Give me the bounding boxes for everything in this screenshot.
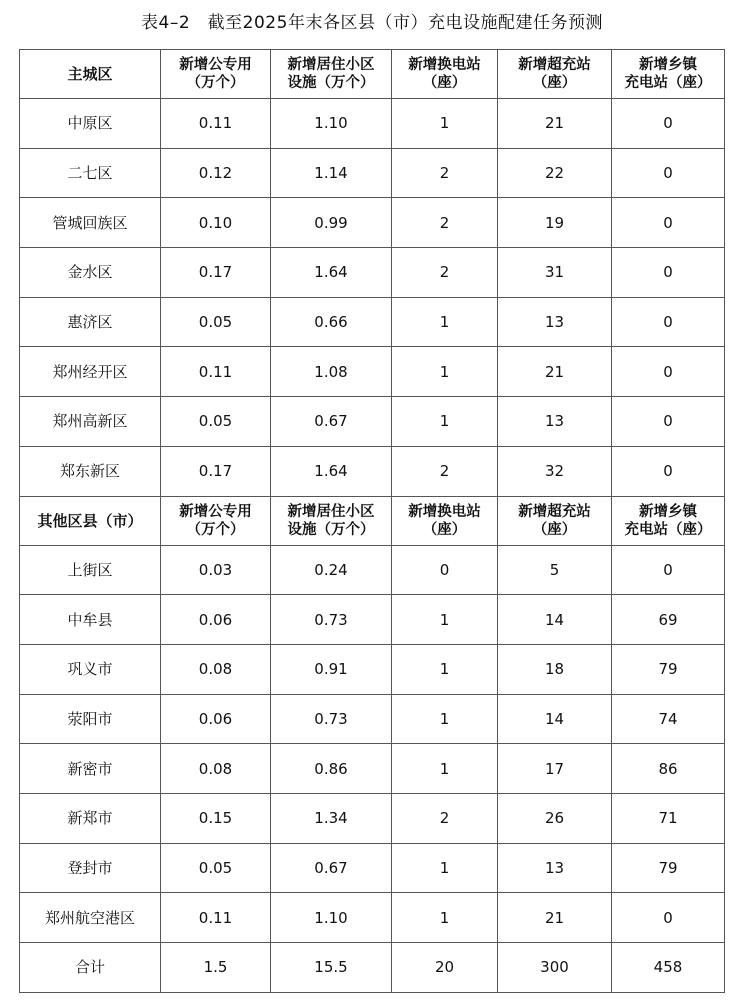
- table-cell: 79: [612, 843, 725, 893]
- table-cell: 0.11: [161, 893, 271, 943]
- district-name: 荥阳市: [20, 694, 161, 744]
- district-name: 管城回族区: [20, 198, 161, 248]
- table-cell: 0.17: [161, 446, 271, 496]
- district-name: 上街区: [20, 545, 161, 595]
- table-cell: 0.67: [271, 843, 392, 893]
- table-cell: 69: [612, 595, 725, 645]
- district-name: 登封市: [20, 843, 161, 893]
- column-header: 新增乡镇 充电站（座）: [612, 50, 725, 99]
- table-row: [20, 893, 725, 943]
- table-row: [20, 397, 725, 447]
- table-cell: 1.14: [271, 148, 392, 198]
- table-cell: 13: [498, 843, 612, 893]
- table-cell: 0: [612, 148, 725, 198]
- total-cell: 300: [498, 943, 612, 993]
- table-cell: 71: [612, 793, 725, 843]
- table-row: [20, 297, 725, 347]
- table-row: [20, 446, 725, 496]
- column-header: 新增换电站 （座）: [392, 496, 498, 545]
- table-cell: 2: [392, 248, 498, 298]
- column-header: 新增居住小区 设施（万个）: [271, 50, 392, 99]
- district-name: 中牟县: [20, 595, 161, 645]
- district-name: 郑州经开区: [20, 347, 161, 397]
- table-cell: 5: [498, 545, 612, 595]
- table-cell: 13: [498, 397, 612, 447]
- total-cell: 15.5: [271, 943, 392, 993]
- table-cell: 0: [612, 545, 725, 595]
- district-name: 新郑市: [20, 793, 161, 843]
- table-cell: 21: [498, 893, 612, 943]
- column-header: 新增超充站 （座）: [498, 496, 612, 545]
- district-name: 惠济区: [20, 297, 161, 347]
- table-cell: 31: [498, 248, 612, 298]
- district-name: 金水区: [20, 248, 161, 298]
- column-header: 新增公专用 （万个）: [161, 50, 271, 99]
- table-cell: 0.99: [271, 198, 392, 248]
- table-cell: 79: [612, 644, 725, 694]
- total-cell: 1.5: [161, 943, 271, 993]
- table-cell: 86: [612, 744, 725, 794]
- total-row: [20, 943, 725, 993]
- table-row: [20, 198, 725, 248]
- table-cell: 17: [498, 744, 612, 794]
- table-cell: 74: [612, 694, 725, 744]
- table-cell: 2: [392, 198, 498, 248]
- charging-task-table: [19, 49, 725, 993]
- table-cell: 19: [498, 198, 612, 248]
- table-row: [20, 347, 725, 397]
- table-cell: 0.06: [161, 595, 271, 645]
- table-cell: 0.86: [271, 744, 392, 794]
- table-cell: 0.73: [271, 595, 392, 645]
- section-header-row: [20, 50, 725, 99]
- section-heading: 主城区: [20, 50, 161, 99]
- table-title: 表4–2 截至2025年末各区县（市）充电设施配建任务预测: [141, 13, 603, 33]
- table-cell: 1.08: [271, 347, 392, 397]
- table-cell: 1: [392, 744, 498, 794]
- table-cell: 14: [498, 694, 612, 744]
- table-cell: 0: [612, 99, 725, 149]
- column-header: 新增乡镇 充电站（座）: [612, 496, 725, 545]
- table-cell: 0.03: [161, 545, 271, 595]
- column-header: 新增超充站 （座）: [498, 50, 612, 99]
- table-row: [20, 148, 725, 198]
- table-cell: 21: [498, 99, 612, 149]
- table-row: [20, 248, 725, 298]
- table-cell: 1: [392, 694, 498, 744]
- table-cell: 13: [498, 297, 612, 347]
- district-name: 中原区: [20, 99, 161, 149]
- table-cell: 0: [612, 198, 725, 248]
- table-cell: 0.05: [161, 843, 271, 893]
- section-header-row: [20, 496, 725, 545]
- table-cell: 0.10: [161, 198, 271, 248]
- table-cell: 0.05: [161, 297, 271, 347]
- table-cell: 26: [498, 793, 612, 843]
- table-cell: 14: [498, 595, 612, 645]
- table-cell: 1: [392, 843, 498, 893]
- table-row: [20, 793, 725, 843]
- table-cell: 0.12: [161, 148, 271, 198]
- table-row: [20, 694, 725, 744]
- table-cell: 18: [498, 644, 612, 694]
- table-cell: 22: [498, 148, 612, 198]
- table-cell: 0.11: [161, 347, 271, 397]
- table-cell: 0.11: [161, 99, 271, 149]
- table-cell: 0: [612, 248, 725, 298]
- table-cell: 0: [612, 297, 725, 347]
- column-header: 新增居住小区 设施（万个）: [271, 496, 392, 545]
- table-cell: 1.10: [271, 99, 392, 149]
- table-cell: 32: [498, 446, 612, 496]
- district-name: 新密市: [20, 744, 161, 794]
- table-row: [20, 843, 725, 893]
- table-cell: 21: [498, 347, 612, 397]
- table-cell: 2: [392, 793, 498, 843]
- table-cell: 0: [612, 397, 725, 447]
- table-cell: 0.24: [271, 545, 392, 595]
- total-cell: 20: [392, 943, 498, 993]
- table-cell: 1: [392, 595, 498, 645]
- table-cell: 0.66: [271, 297, 392, 347]
- total-label: 合计: [20, 943, 161, 993]
- table-row: [20, 545, 725, 595]
- section-heading: 其他区县（市）: [20, 496, 161, 545]
- table-cell: 0: [612, 347, 725, 397]
- table-cell: 0.06: [161, 694, 271, 744]
- table-cell: 1: [392, 99, 498, 149]
- district-name: 二七区: [20, 148, 161, 198]
- column-header: 新增换电站 （座）: [392, 50, 498, 99]
- table-row: [20, 644, 725, 694]
- table-cell: 0.17: [161, 248, 271, 298]
- table-row: [20, 744, 725, 794]
- table-row: [20, 99, 725, 149]
- table-cell: 1.34: [271, 793, 392, 843]
- table-cell: 0.15: [161, 793, 271, 843]
- column-header: 新增公专用 （万个）: [161, 496, 271, 545]
- table-cell: 1: [392, 297, 498, 347]
- table-cell: 0.08: [161, 644, 271, 694]
- table-cell: 1: [392, 893, 498, 943]
- table-cell: 1: [392, 644, 498, 694]
- table-cell: 1.64: [271, 248, 392, 298]
- table-cell: 0.91: [271, 644, 392, 694]
- table-cell: 1.64: [271, 446, 392, 496]
- table-cell: 0: [392, 545, 498, 595]
- district-name: 郑东新区: [20, 446, 161, 496]
- table-cell: 1.10: [271, 893, 392, 943]
- district-name: 郑州高新区: [20, 397, 161, 447]
- district-name: 郑州航空港区: [20, 893, 161, 943]
- table-cell: 0.73: [271, 694, 392, 744]
- table-cell: 0.05: [161, 397, 271, 447]
- table-cell: 2: [392, 446, 498, 496]
- total-cell: 458: [612, 943, 725, 993]
- table-cell: 0.67: [271, 397, 392, 447]
- table-cell: 0.08: [161, 744, 271, 794]
- table-cell: 1: [392, 397, 498, 447]
- table-cell: 0: [612, 446, 725, 496]
- table-cell: 0: [612, 893, 725, 943]
- table-row: [20, 595, 725, 645]
- table-cell: 2: [392, 148, 498, 198]
- table-cell: 1: [392, 347, 498, 397]
- district-name: 巩义市: [20, 644, 161, 694]
